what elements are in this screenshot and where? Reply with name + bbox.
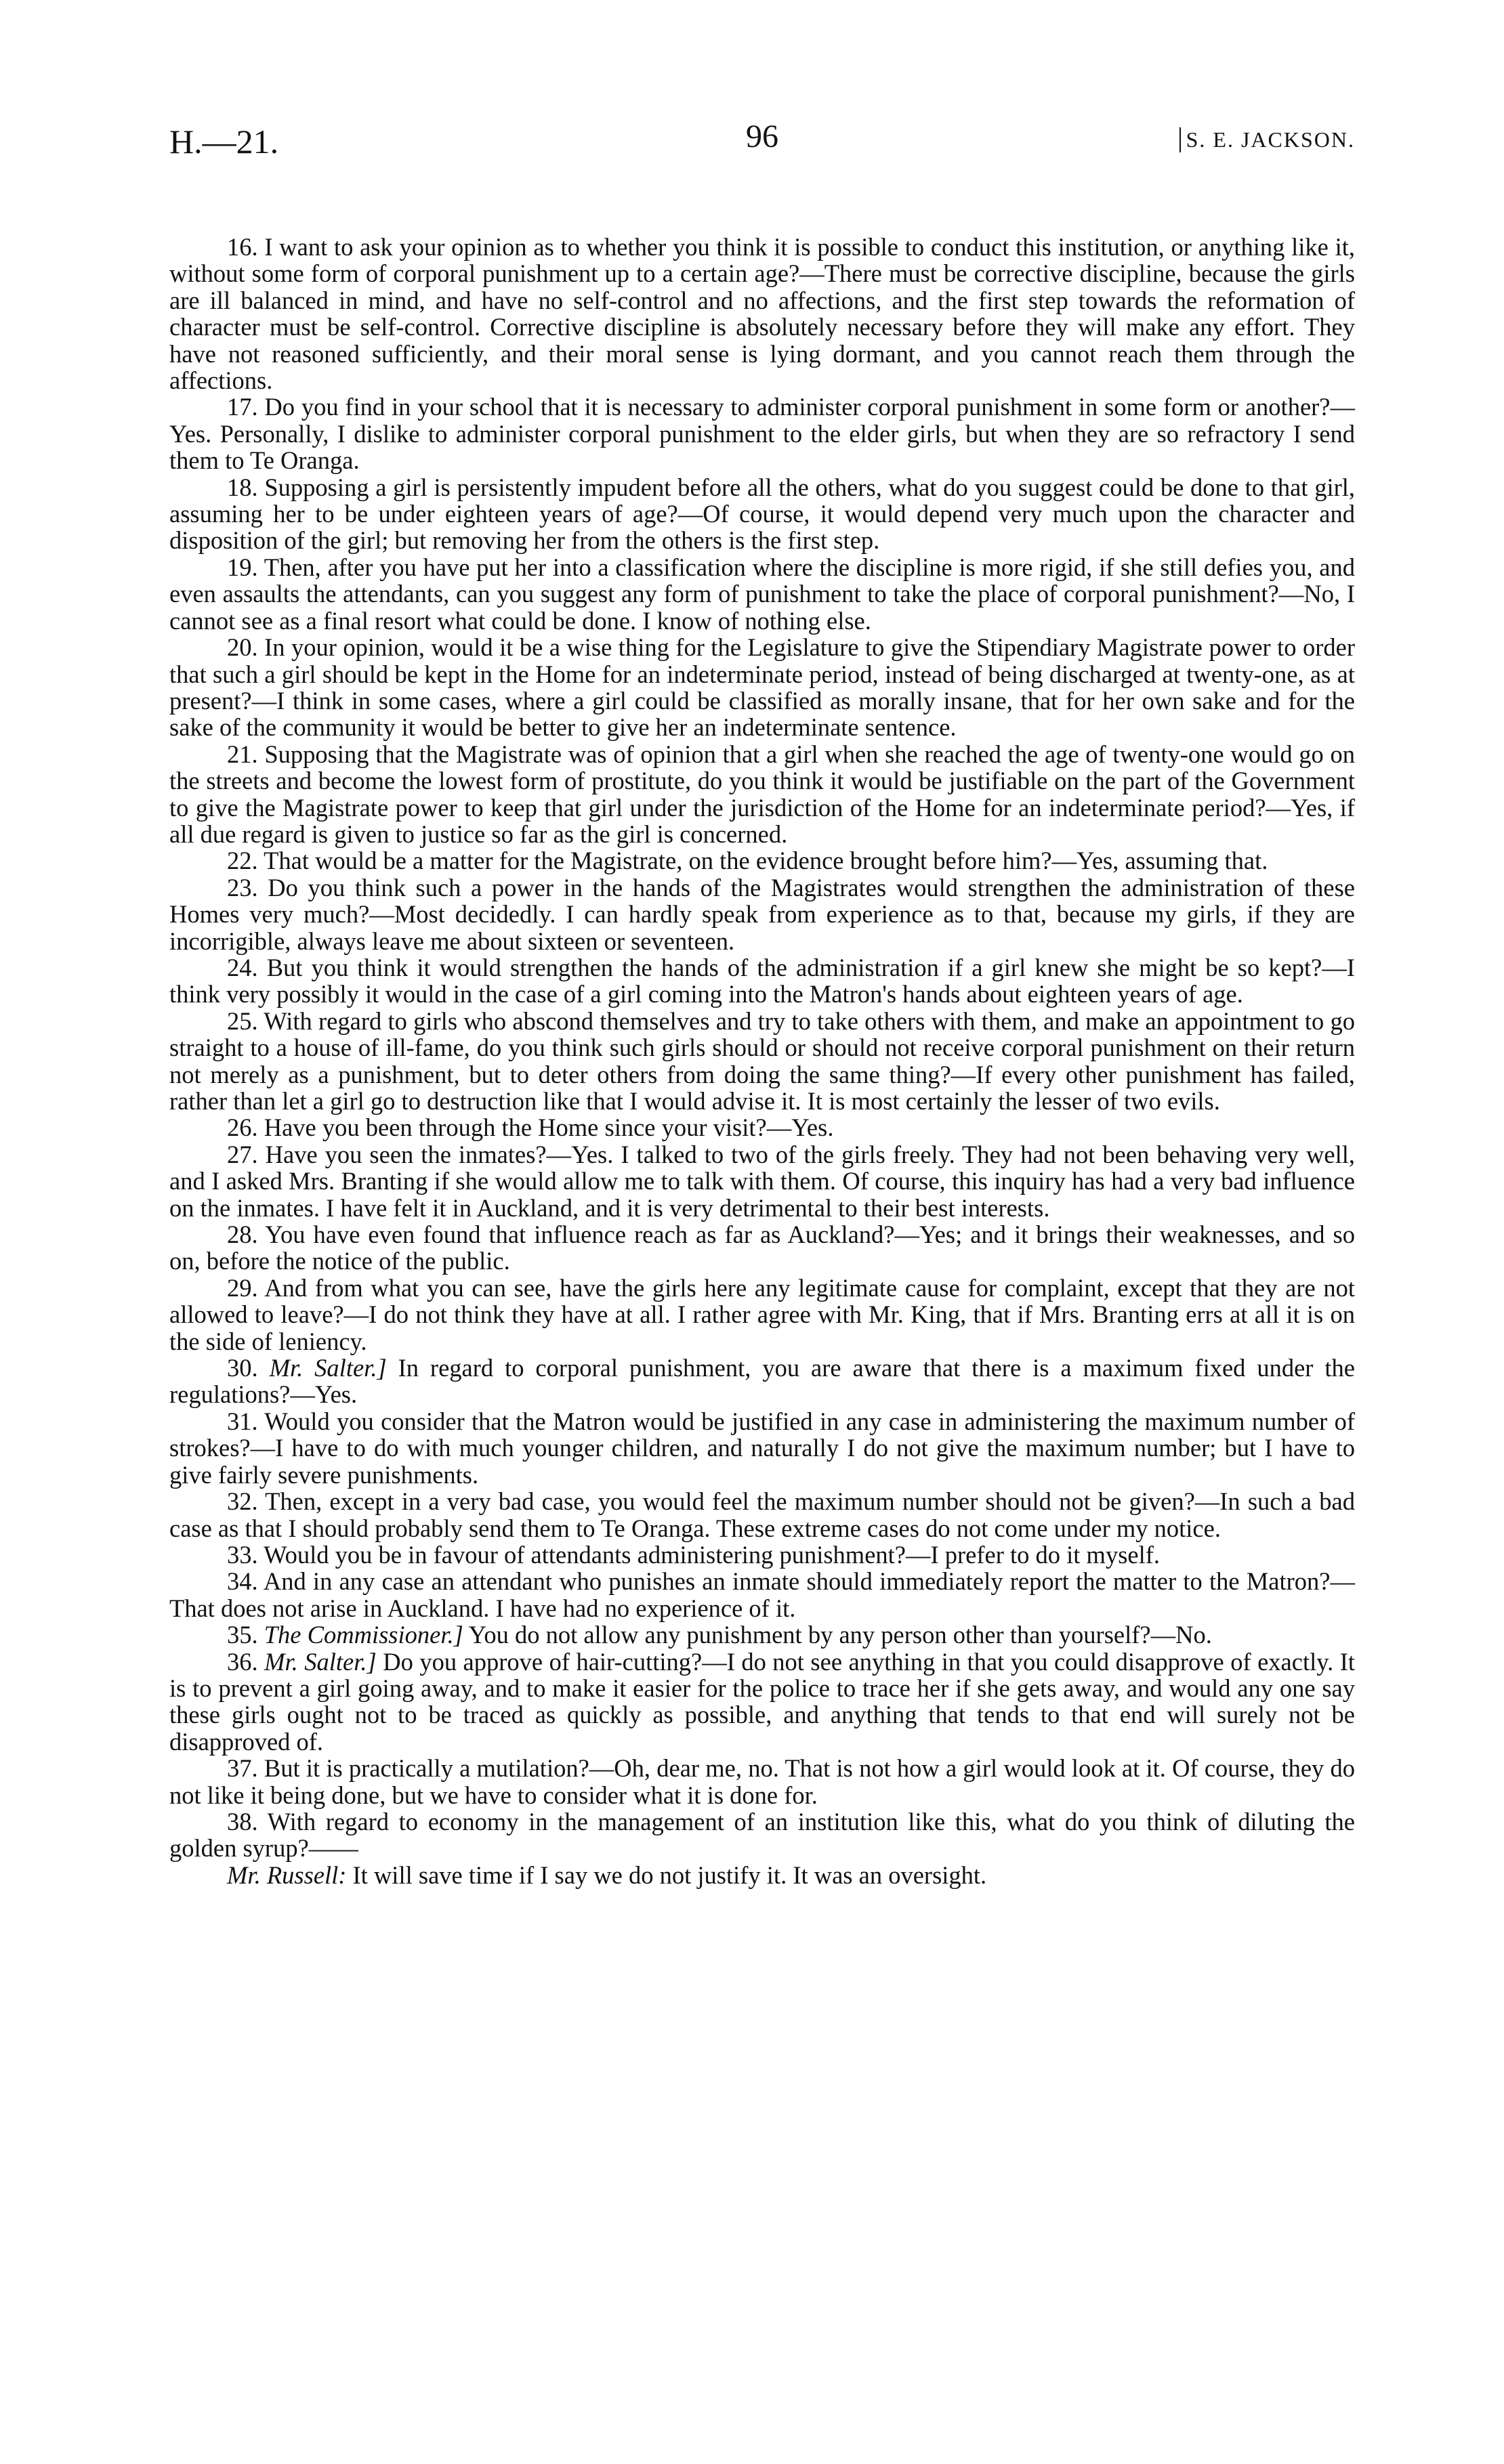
- question-number: 30.: [227, 1354, 258, 1382]
- speaker-name: Mr. Salter.]: [264, 1647, 377, 1676]
- paragraph-text: With regard to girls who abscond themselves and try to take others with them, and make an appointment to go straight to a house of ill-fame, do you think such girls should or should not receive corporal punishment on their return not merely as a punishment, but to deter others from doing the same thing?—If every other punishment has failed, rather than let a girl go to destruction like that I would advise it. It is most certainly the lesser of two evils.: [169, 1006, 1355, 1115]
- paragraph-text: With regard to economy in the management of an institution like this, what do you think of diluting the golden syrup?——: [169, 1807, 1355, 1863]
- question-number: 24.: [227, 953, 258, 981]
- paragraph-text: Do you find in your school that it is necessary to administer corporal punishment in some form or another?—Yes. Personally, I dislike to administer corporal punishment to the elder girls, but when they are so refractory I send them to Te Oranga.: [169, 393, 1355, 475]
- paragraph-text: Have you seen the inmates?—Yes. I talked to two of the girls freely. They had not been behaving very well, and I asked Mrs. Branting if she would allow me to talk with them. Of course, this inquiry has had a very bad influence on the inmates. I have felt it in Auckland, and it is very detrimental to their best interests.: [169, 1140, 1355, 1222]
- paragraph-text: That would be a matter for the Magistrate, on the evidence brought before him?—Yes, assuming that.: [264, 847, 1268, 875]
- paragraph-text: And in any case an attendant who punishes an inmate should immediately report the matter to the Matron?—That does not arise in Auckland. I have had no experience of it.: [169, 1567, 1355, 1622]
- speaker-name: Mr. Russell:: [227, 1861, 347, 1889]
- testimony-paragraph: [169, 954, 1355, 1008]
- testimony-body: [169, 234, 1355, 1888]
- question-number: 35.: [227, 1621, 258, 1649]
- question-number: 37.: [227, 1754, 258, 1783]
- paragraph-text: Supposing a girl is persistently impudent before all the others, what do you suggest could be done to that girl, assuming her to be under eighteen years of age?—Of course, it would depend very much upon the character and disposition of the girl; but removing her from the others is the first step.: [169, 473, 1356, 555]
- question-number: 32.: [227, 1487, 258, 1516]
- testimony-paragraph: [169, 1221, 1355, 1275]
- testimony-paragraph: [169, 1649, 1355, 1756]
- question-number: 19.: [227, 553, 258, 581]
- paragraph-text: Would you consider that the Matron would be justified in any case in administering the maximum number of strokes?—I have to do with much younger children, and naturally I do not give the maximum number; but I have to give fairly severe punishments.: [169, 1407, 1355, 1489]
- paragraph-text: But you think it would strengthen the hands of the administration if a girl knew she might be so kept?—I think very possibly it would in the case of a girl coming into the Matron's hands about eighteen years of age.: [169, 953, 1355, 1008]
- paragraph-text: In regard to corporal punishment, you are aware that there is a maximum fixed under the regulations?—Yes.: [169, 1354, 1355, 1409]
- question-number: 29.: [227, 1273, 258, 1302]
- testimony-paragraph: [169, 741, 1355, 848]
- testimony-paragraph: [169, 1862, 1355, 1888]
- testimony-paragraph: [169, 847, 1355, 874]
- testimony-paragraph: [169, 1275, 1355, 1355]
- paragraph-text: It will save time if I say we do not justify it. It was an oversight.: [352, 1861, 987, 1889]
- testimony-paragraph: [169, 1808, 1355, 1862]
- testimony-paragraph: [169, 1355, 1355, 1408]
- question-number: 38.: [227, 1807, 258, 1835]
- testimony-paragraph: [169, 874, 1355, 954]
- witness-name: S. E. JACKSON.: [1179, 127, 1355, 152]
- question-number: 28.: [227, 1220, 258, 1249]
- paragraph-text: Do you approve of hair-cutting?—I do not see anything in that you could disapprove of exactly. It is to prevent a girl going away, and to make it easier for the police to trace her if she gets away, and would any one say these girls ought not to be traced as quickly as possible, and anything that tends to that end will surely not be disapproved of.: [169, 1647, 1356, 1756]
- question-number: 23.: [227, 873, 258, 901]
- question-number: 20.: [227, 633, 258, 662]
- question-number: 26.: [227, 1113, 258, 1142]
- paragraph-text: I want to ask your opinion as to whether you think it is possible to conduct this institution, or anything like it, without some form of corporal punishment up to a certain age?—There must be corrective discipline, because the girls are ill balanced in mind, and have no self-control and no affections, and the first step towards the reformation of character must be self-control. Corrective discipline is absolutely necessary before they will make any effort. They have not reasoned sufficiently, and their moral sense is lying dormant, and you cannot reach them through the affections.: [169, 233, 1356, 395]
- testimony-paragraph: [169, 394, 1355, 473]
- question-number: 25.: [227, 1006, 258, 1035]
- paragraph-text: You do not allow any punishment by any person other than yourself?—No.: [468, 1621, 1212, 1649]
- testimony-paragraph: [169, 234, 1355, 394]
- question-number: 31.: [227, 1407, 258, 1435]
- paragraph-text: Do you think such a power in the hands of the Magistrates would strengthen the administration of these Homes very much?—Most decidedly. I can hardly speak from experience as to that, because my girls, if they are incorrigible, always leave me about sixteen or seventeen.: [169, 873, 1356, 955]
- testimony-paragraph: [169, 634, 1355, 741]
- testimony-paragraph: [169, 554, 1355, 634]
- paragraph-text: Would you be in favour of attendants administering punishment?—I prefer to do it myself.: [264, 1540, 1161, 1569]
- testimony-paragraph: [169, 1755, 1355, 1808]
- testimony-paragraph: [169, 1488, 1355, 1542]
- paragraph-text: And from what you can see, have the girls here any legitimate cause for complaint, except that they are not allowed to leave?—I do not think they have at all. I rather agree with Mr. King, that if Mrs. Branting errs at all it is on the side of leniency.: [169, 1273, 1355, 1355]
- question-number: 27.: [227, 1140, 258, 1168]
- testimony-paragraph: [169, 1542, 1355, 1568]
- question-number: 16.: [227, 233, 258, 261]
- question-number: 33.: [227, 1540, 258, 1569]
- paragraph-text: In your opinion, would it be a wise thing for the Legislature to give the Stipendiary Magistrate power to order that such a girl should be kept in the Home for an indeterminate period, instead of being discharged at twenty-one, as at present?—I think in some cases, where a girl could be classified as morally insane, that for her own sake and for the sake of the community it would be better to give her an indeterminate sentence.: [169, 633, 1355, 742]
- paragraph-text: Then, after you have put her into a classification where the discipline is more rigid, if she still defies you, and even assaults the attendants, can you suggest any form of punishment to take the place of corporal punishment?—No, I cannot see as a final resort what could be done. I know of nothing else.: [169, 553, 1355, 635]
- question-number: 21.: [227, 740, 258, 768]
- question-number: 36.: [227, 1647, 258, 1676]
- paragraph-text: But it is practically a mutilation?—Oh, dear me, no. That is not how a girl would look at it. Of course, they do not like it being done, but we have to consider what it is done for.: [169, 1754, 1356, 1809]
- testimony-paragraph: [169, 1408, 1355, 1488]
- testimony-paragraph: [169, 1141, 1355, 1221]
- paragraph-text: Have you been through the Home since your visit?—Yes.: [264, 1113, 834, 1142]
- document-reference: H.—21.: [169, 123, 279, 161]
- paragraph-text: You have even found that influence reach as far as Auckland?—Yes; and it brings their weaknesses, and so on, before the notice of the public.: [169, 1220, 1355, 1275]
- page-number: 96: [746, 119, 778, 154]
- testimony-paragraph: [169, 1568, 1355, 1621]
- question-number: 18.: [227, 473, 258, 501]
- testimony-paragraph: [169, 1114, 1355, 1141]
- question-number: 17.: [227, 393, 258, 421]
- speaker-name: Mr. Salter.]: [269, 1354, 387, 1382]
- testimony-paragraph: [169, 1008, 1355, 1115]
- question-number: 22.: [227, 847, 258, 875]
- speaker-name: The Commissioner.]: [264, 1621, 463, 1649]
- testimony-paragraph: [169, 474, 1355, 554]
- paragraph-text: Supposing that the Magistrate was of opinion that a girl when she reached the age of twenty-one would go on the streets and become the lowest form of prostitute, do you think it would be justifiable on the part of the Government to give the Magistrate power to keep that girl under the jurisdiction of the Home for an indeterminate period?—Yes, if all due regard is given to justice so far as the girl is concerned.: [169, 740, 1356, 848]
- paragraph-text: Then, except in a very bad case, you would feel the maximum number should not be given?—In such a bad case as that I should probably send them to Te Oranga. These extreme cases do not come under my notice.: [169, 1487, 1355, 1542]
- testimony-paragraph: [169, 1621, 1355, 1648]
- page-header: [169, 119, 1355, 163]
- question-number: 34.: [227, 1567, 258, 1596]
